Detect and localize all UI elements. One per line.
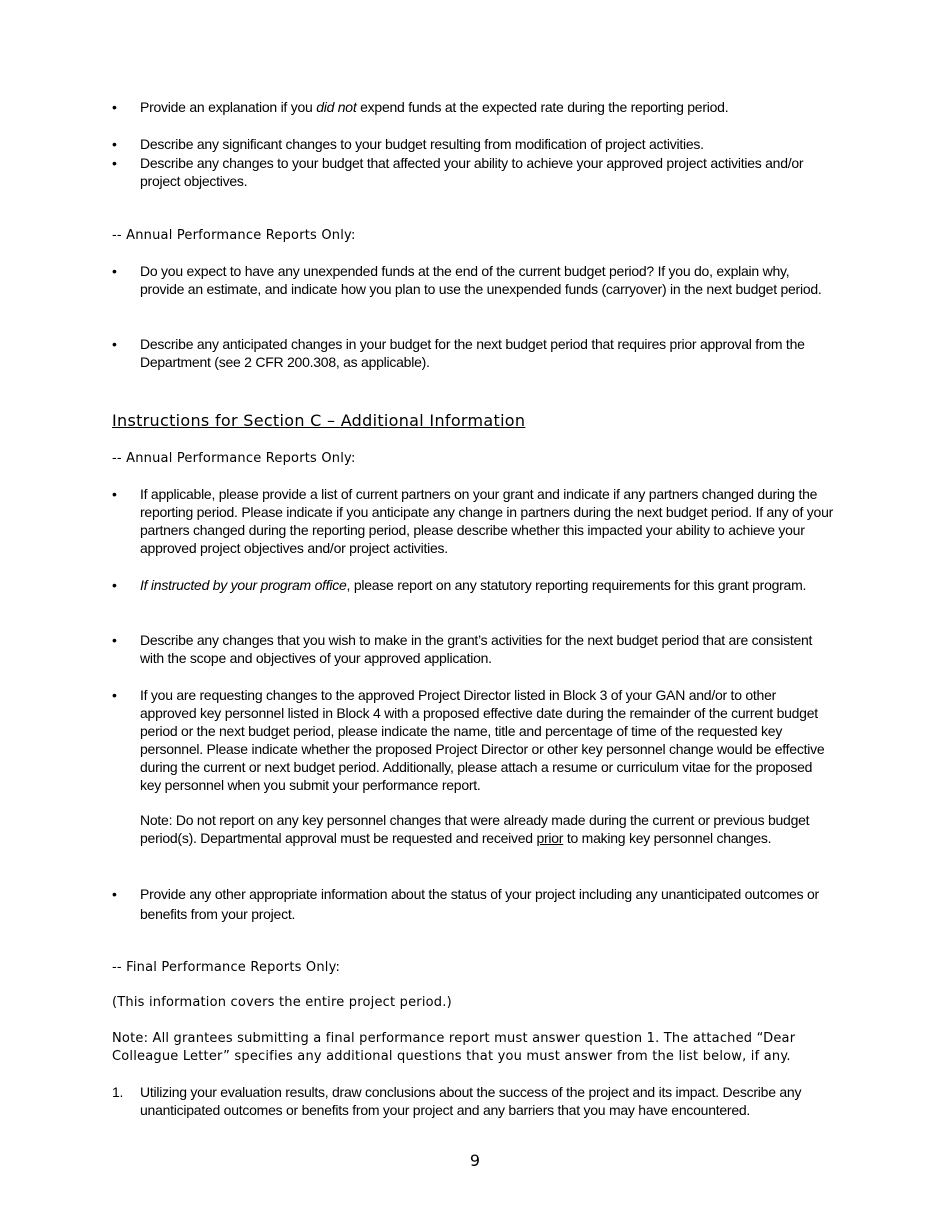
bullet-mark: • bbox=[112, 263, 117, 279]
bullet-mark: • bbox=[112, 687, 117, 703]
bullet-text: Describe any anticipated changes in your budget for the next budget period that requires prior approval from the Department (see 2 CFR 200.308, as applicable). bbox=[140, 336, 805, 370]
bullet-item bbox=[112, 686, 834, 794]
key-personnel-note: Note: Do not report on any key personnel changes that were already made during the current or previous budget period(s). Departmental approval must be requested and received prior to making key personnel changes. bbox=[140, 812, 810, 846]
annual-reports-label: -- Annual Performance Reports Only: bbox=[112, 451, 356, 466]
bullet-item bbox=[112, 884, 834, 924]
bullet-item bbox=[112, 262, 834, 298]
bullet-text: If applicable, please provide a list of current partners on your grant and indicate if any partners changed during the reporting period. Please indicate if you anticipate any change in partners during the next budget period. If any of your partners changed during the reporting period, please describe whether this impacted your ability to achieve your approved project objectives and/or project activities. bbox=[140, 486, 834, 556]
bullet-item bbox=[112, 154, 834, 190]
final-reports-label: -- Final Performance Reports Only: bbox=[112, 960, 341, 975]
section-c-heading: Instructions for Section C – Additional Information bbox=[112, 411, 526, 430]
bullet-mark: • bbox=[112, 155, 117, 171]
bullet-text: Describe any changes that you wish to make in the grant’s activities for the next budget period that are consistent with the scope and objectives of your approved application. bbox=[140, 632, 813, 666]
bullet-text: If instructed by your program office, please report on any statutory reporting requirements for this grant program. bbox=[140, 577, 807, 593]
bullet-item bbox=[112, 485, 834, 557]
bullet-mark: • bbox=[112, 336, 117, 352]
bullet-text: If you are requesting changes to the approved Project Director listed in Block 3 of your GAN and/or to other approved key personnel listed in Block 4 with a proposed effective date during the remainder of the current budget period or the next budget period, please indicate the name, title and percentage of time of the requested key personnel. Please indicate whether the proposed Project Director or other key personnel change would be effective during the current or next budget period. Additionally, please attach a resume or curriculum vitae for the proposed key personnel when you submit your performance report. bbox=[140, 687, 825, 793]
numbered-item bbox=[112, 1083, 834, 1119]
bullet-text: Describe any significant changes to your budget resulting from modification of project activities. bbox=[140, 136, 704, 152]
bullet-text: Do you expect to have any unexpended funds at the end of the current budget period? If you do, explain why, provide an estimate, and indicate how you plan to use the unexpended funds (carryover) in the next budget period. bbox=[140, 263, 822, 297]
bullet-text: Provide an explanation if you did not expend funds at the expected rate during the reporting period. bbox=[140, 99, 729, 115]
bullet-text: Describe any changes to your budget that affected your ability to achieve your approved project activities and/or project objectives. bbox=[140, 155, 804, 189]
bullet-item bbox=[112, 576, 834, 594]
annual-reports-label: -- Annual Performance Reports Only: bbox=[112, 228, 356, 243]
page-number: 9 bbox=[469, 1151, 481, 1170]
bullet-text: Provide any other appropriate information about the status of your project including any unanticipated outcomes or benefits from your project. bbox=[140, 886, 819, 922]
bullet-mark: • bbox=[112, 886, 117, 902]
bullet-mark: • bbox=[112, 577, 117, 593]
bullet-mark: • bbox=[112, 632, 117, 648]
bullet-mark: • bbox=[112, 136, 117, 152]
item-number: 1. bbox=[112, 1084, 124, 1100]
bullet-item bbox=[112, 98, 834, 116]
final-coverage-note: (This information covers the entire project period.) bbox=[112, 995, 452, 1010]
bullet-mark: • bbox=[112, 99, 117, 115]
bullet-item bbox=[112, 135, 834, 153]
bullet-item bbox=[112, 335, 834, 371]
bullet-mark: • bbox=[112, 486, 117, 502]
numbered-item-text: Utilizing your evaluation results, draw conclusions about the success of the project and its impact. Describe any unanticipated outcomes or benefits from your project and any barriers that you may have encountered. bbox=[140, 1084, 802, 1118]
final-report-note: Note: All grantees submitting a final performance report must answer question 1. The attached “Dear Colleague Letter” specifies any additional questions that you must answer from the list below, if any. bbox=[112, 1031, 796, 1064]
bullet-item bbox=[112, 631, 834, 667]
